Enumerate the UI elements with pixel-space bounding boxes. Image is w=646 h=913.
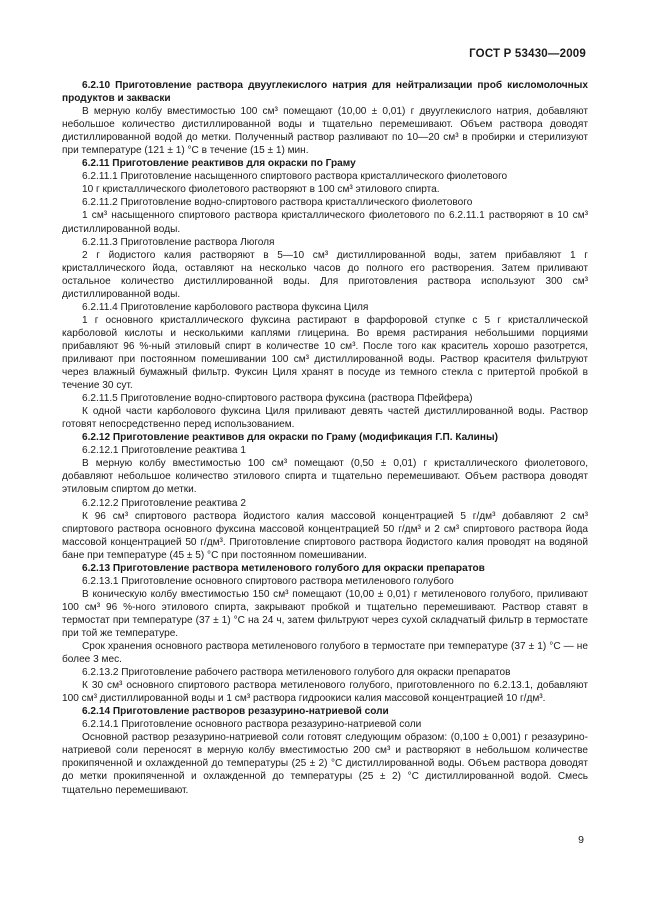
body-paragraph: 2 г йодистого калия растворяют в 5—10 см³ дистиллированной воды, затем прибавляют 1 г кристаллического йода, оставляют на несколько часов до полного его растворения. Затем приливают остальное количество дистиллированной воды. Для приготовления раствора используют 300 см³ дистиллированной воды. <box>62 249 588 300</box>
body-paragraph: В коническую колбу вместимостью 150 см³ помещают (10,00 ± 0,01) г метиленового голубого, приливают 100 см³ 96 %-ного этилового спирта, закрывают пробкой и тщательно перемешивают. Раствор ставят в термостат при температуре (37 ± 1) °С на 24 ч, затем фильтруют через сухой складчатый фильтр в термостате при той же температуре. <box>62 588 588 639</box>
body-paragraph: К одной части карболового фуксина Циля приливают девять частей дистиллированной воды. Раствор готовят непосредственно перед использованием. <box>62 406 588 431</box>
body-paragraph: 1 см³ насыщенного спиртового раствора кристаллического фиолетового по 6.2.11.1 растворяют в 10 см³ дистиллированной воды. <box>62 210 588 235</box>
body-paragraph: 6.2.12.2 Приготовление реактива 2 <box>82 497 246 509</box>
document-number-header: ГОСТ Р 53430—2009 <box>469 48 586 60</box>
section-heading: 6.2.10 Приготовление раствора двууглекислого натрия для нейтрализации проб кисломолочных продуктов и закваски <box>62 80 588 105</box>
body-paragraph: К 30 см³ основного спиртового раствора метиленового голубого, приготовленного по 6.2.13.1, добавляют 100 см³ дистиллированной воды и 1 см³ раствора гидроокиси калия массовой концентрацией 10 г/дм³. <box>62 680 588 705</box>
section-heading: 6.2.13 Приготовление раствора метиленового голубого для окраски препаратов <box>82 562 485 574</box>
body-paragraph: 10 г кристаллического фиолетового растворяют в 100 см³ этилового спирта. <box>82 184 440 196</box>
document-body <box>62 79 588 797</box>
body-paragraph: В мерную колбу вместимостью 100 см³ помещают (10,00 ± 0,01) г двууглекислого натрия, добавляют небольшое количество дистиллированной воды и тщательно перемешивают. Объем раствора доводят дистиллированной водой до метки. Полученный раствор разливают по 10—20 см³ в пробирки и стерилизуют при температуре (121 ± 1) °С в течение (15 ± 1) мин. <box>62 106 588 157</box>
body-paragraph: В мерную колбу вместимостью 100 см³ помещают (0,50 ± 0,01) г кристаллического фиолетового, добавляют небольшое количество этилового спирта и тщательно перемешивают. Объем раствора доводят этиловым спиртом до метки. <box>62 458 588 496</box>
body-paragraph: 6.2.11.1 Приготовление насыщенного спиртового раствора кристаллического фиолетового <box>82 171 508 183</box>
section-heading: 6.2.14 Приготовление растворов резазурино-натриевой соли <box>82 706 389 718</box>
section-heading: 6.2.12 Приготовление реактивов для окраски по Граму (модификация Г.П. Калины) <box>82 432 498 444</box>
body-paragraph: Основной раствор резазурино-натриевой соли готовят следующим образом: (0,100 ± 0,001) г резазурино-натриевой соли переносят в мерную колбу вместимостью 200 см³ и растворяют в небольшом количестве прокипяченной и охлажденной до температуры (25 ± 2) °С дистиллированной воды. Объем раствора доводят до метки прокипяченной и охлажденной до температуры (25 ± 2) °С дистиллированной водой. Смесь тщательно перемешивают. <box>62 732 588 796</box>
body-paragraph: 6.2.14.1 Приготовление основного раствора резазурино-натриевой соли <box>82 719 422 731</box>
body-paragraph: К 96 см³ спиртового раствора йодистого калия массовой концентрацией 5 г/дм³ добавляют 2 см³ спиртового раствора основного фуксина массовой концентрацией 50 г/дм³ и 2 см³ спиртового раствора йода массовой концентрацией 50 г/дм³. Приготовление спиртового раствора йодистого калия проводят на водяной бане при температуре (45 ± 5) °С при постоянном помешивании. <box>62 510 588 561</box>
body-paragraph: 6.2.11.2 Приготовление водно-спиртового раствора кристаллического фиолетового <box>82 197 473 209</box>
body-paragraph: 1 г основного кристаллического фуксина растирают в фарфоровой ступке с 5 г кристаллической карболовой кислоты и несколькими каплями глицерина. Во время растирания небольшими порциями прибавляют 96 %-ный этиловый спирт в количестве 10 см³. После того как краситель хорошо разотрется, приливают при постоянном помешивании 100 см³ дистиллированной воды. Раствор красителя фильтруют через влажный бумажный фильтр. Фуксин Циля хранят в посуде из темного стекла с притертой пробкой в течение 30 сут. <box>62 314 588 392</box>
section-heading: 6.2.11 Приготовление реактивов для окраски по Граму <box>82 158 356 170</box>
body-paragraph: 6.2.13.1 Приготовление основного спиртового раствора метиленового голубого <box>82 575 454 587</box>
page-number: 9 <box>578 834 584 846</box>
body-paragraph: 6.2.12.1 Приготовление реактива 1 <box>82 445 246 457</box>
body-paragraph: 6.2.11.5 Приготовление водно-спиртового раствора фуксина (раствора Пфейфера) <box>82 393 473 405</box>
body-paragraph: 6.2.11.3 Приготовление раствора Люголя <box>82 236 275 248</box>
body-paragraph: 6.2.11.4 Приготовление карболового раствора фуксина Циля <box>82 301 369 313</box>
body-paragraph: 6.2.13.2 Приготовление рабочего раствора метиленового голубого для окраски препаратов <box>82 667 511 679</box>
body-paragraph: Срок хранения основного раствора метиленового голубого в термостате при температуре (37 ± 1) °С — не более 3 мес. <box>62 641 588 666</box>
